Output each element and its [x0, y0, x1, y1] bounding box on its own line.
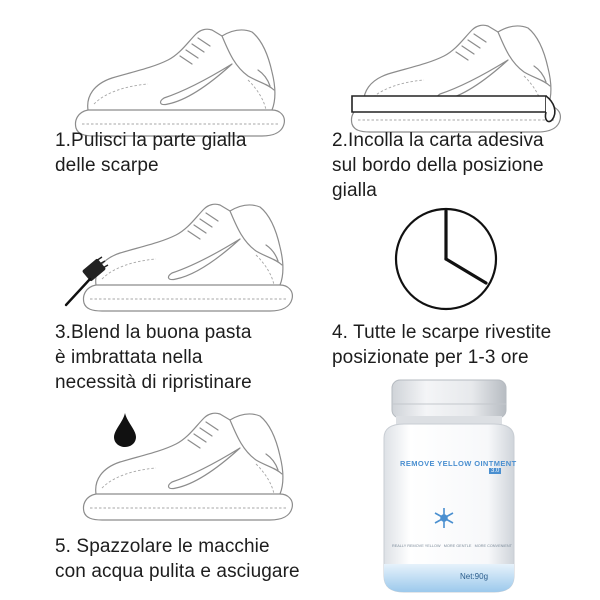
jar-badge: 3.0: [491, 468, 500, 474]
sneaker-icon: [60, 205, 300, 320]
jar-feature: MORE GENTLE: [443, 544, 472, 548]
jar-features: [392, 544, 512, 548]
ointment-jar: [374, 376, 524, 596]
clock-icon: [390, 205, 510, 315]
sneaker-icon: [340, 20, 570, 140]
jar-feature: MORE CONVENIENT: [474, 544, 512, 548]
brush-icon: [66, 257, 108, 305]
step-3-text: 3.Blend la buona pasta è imbrattata nella necessità di ripristinare: [55, 322, 252, 393]
sneaker-illustration-step-5: [80, 404, 300, 524]
sneaker-with-tape-illustration: [340, 20, 570, 140]
step-1-text: 1.Pulisci la parte gialla delle scarpe: [55, 130, 247, 176]
jar-label-title: REMOVE YELLOW OINTMENT: [400, 459, 517, 468]
sneaker-icon: [80, 404, 300, 524]
step-4-text: 4. Tutte le scarpe rivestite posizionate per 1-3 ore: [332, 322, 552, 368]
jar-feature: REALLY REMOVE YELLOW: [392, 544, 441, 548]
step-5-text: 5. Spazzolare le macchie con acqua pulita e asciugare: [55, 536, 300, 582]
sneaker-icon: [72, 20, 292, 140]
sneaker-illustration-step-1: [72, 20, 292, 140]
jar-net-weight: Net:90g: [460, 572, 489, 581]
step-2-text: 2.Incolla la carta adesiva sul bordo della posizione gialla: [332, 130, 544, 201]
sneaker-with-brush-illustration: [60, 205, 300, 320]
